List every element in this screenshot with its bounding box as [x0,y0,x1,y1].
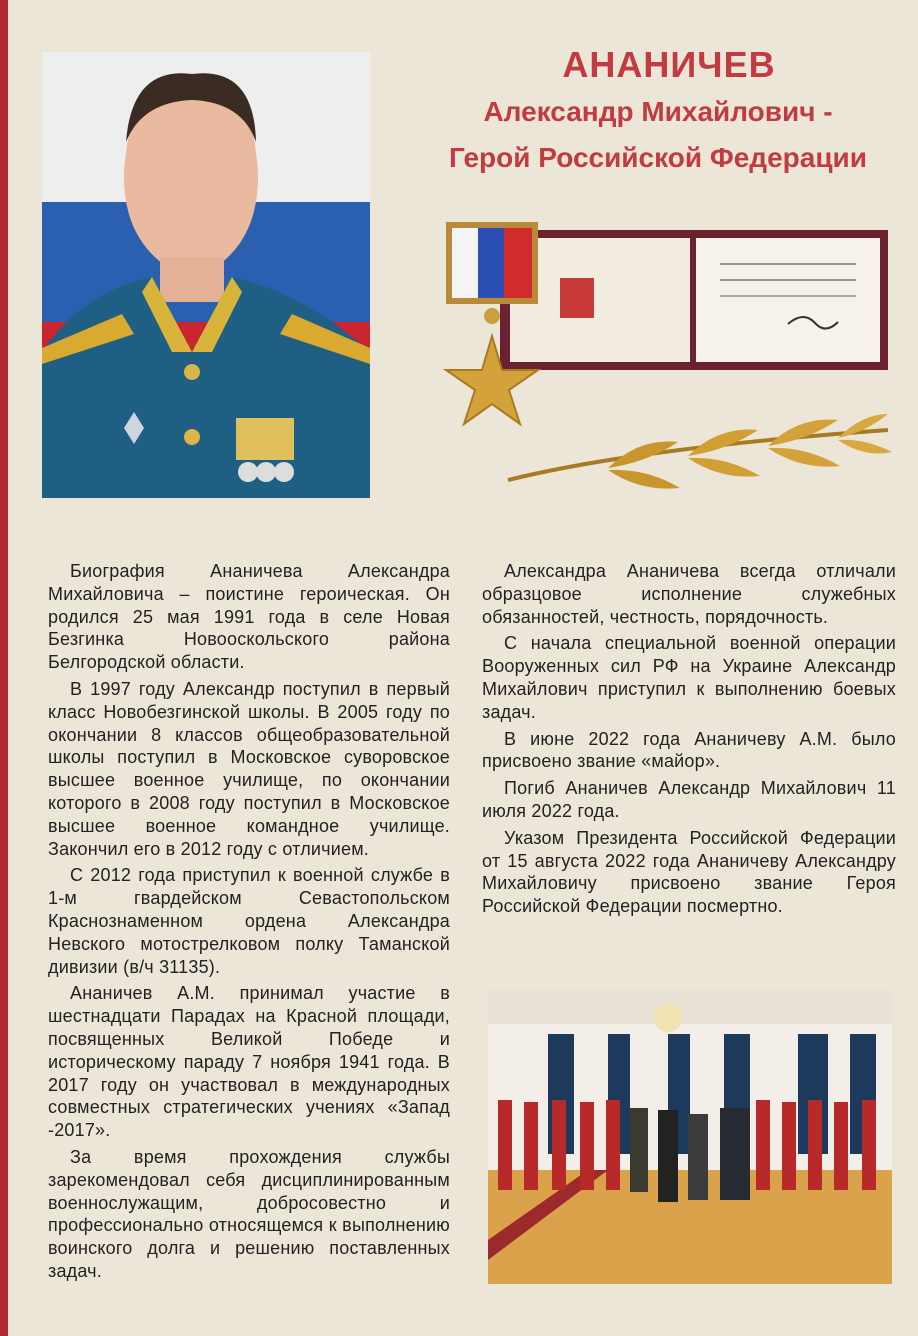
biography-paragraph: С 2012 года приступил к военной службе в 1-м гвардейском Севастопольском Краснознаменном ордена Александра Невского мотострелковом полку Таманской дивизии (в/ч 31135). [48,865,450,977]
hero-title-line: Герой Российской Федерации [449,142,867,173]
medal-and-certificate [438,218,898,538]
biography-paragraph: Погиб Ананичев Александр Михайлович 11 июля 2022 года. [482,778,896,821]
page-title [398,44,918,178]
hero-surname: АНАНИЧЕВ [562,44,776,85]
biography-paragraph: В 1997 году Александр поступил в первый класс Новобезгинской школы. В 2005 году по окончании 8 классов общеобразовательной школы поступил в Московское суворовское высшее военное училище, по окончании которого в 2008 году поступил в Московское высшее военное командное училище. Закончил его в 2012 году с отличием. [48,678,450,859]
biography-paragraph: Александра Ананичева всегда отличали образцовое исполнение служебных обязанностей, честность, порядочность. [482,561,896,627]
portrait-photo [42,52,370,498]
biography-paragraph: За время прохождения службы зарекомендовал себя дисциплинированным военнослужащим, добросовестно и профессионально относящемся к выполнению воинского долга и решению поставленных задач. [48,1146,450,1281]
biography-right-column [482,560,896,922]
biography-paragraph: Биография Ананичева Александра Михайловича – поистине героическая. Он родился 25 мая 1991 года в селе Новая Безгинка Новооскольского района Белгородской области. [48,561,450,673]
hero-name-line: Александр Михайлович - [483,96,833,127]
gold-star-medal-illustration [438,218,898,538]
biography-paragraph: С начала специальной военной операции Вооруженных сил РФ на Украине Александр Михайлович приступил к выполнению боевых задач. [482,633,896,722]
award-ceremony-photo [488,990,892,1284]
ceremony-illustration [488,990,892,1284]
biography-paragraph: Указом Президента Российской Федерации от 15 августа 2022 года Ананичеву Александру Михайловичу присвоено звание Героя Российской Федерации посмертно. [482,827,896,917]
biography-left-column [48,560,450,1287]
memorial-poster [8,0,918,1336]
biography-paragraph: В июне 2022 года Ананичеву А.М. было присвоено звание «майор». [482,728,896,772]
portrait-illustration [42,52,370,498]
biography-paragraph: Ананичев А.М. принимал участие в шестнадцати Парадах на Красной площади, посвященных Великой Победе и историческому параду 7 ноября 1941 года. В 2017 году он участвовал в международных совместных стратегических учениях «Запад -2017». [48,983,450,1141]
